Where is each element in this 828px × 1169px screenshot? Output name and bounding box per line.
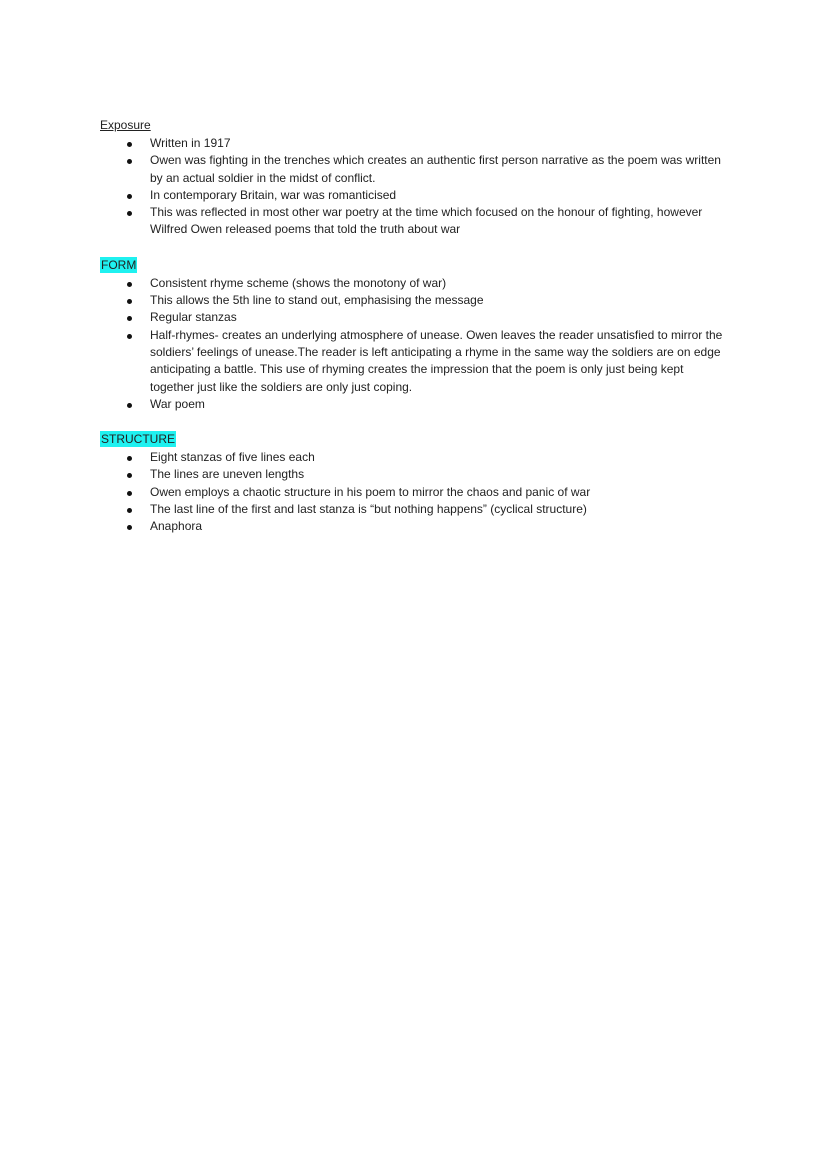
list-item: In contemporary Britain, war was romanticised [100, 187, 730, 204]
section-form [100, 256, 740, 413]
list-item: The lines are uneven lengths [100, 466, 730, 483]
list-item: Written in 1917 [100, 135, 730, 152]
document-page [100, 116, 740, 536]
bullet-list-exposure [100, 135, 740, 239]
bullet-list-form [100, 275, 740, 413]
section-heading-form: FORM [101, 257, 137, 272]
section-exposure [100, 116, 740, 239]
section-heading-structure: STRUCTURE [101, 432, 175, 447]
list-item: Owen was fighting in the trenches which creates an authentic first person narrative as the poem was written by an actual soldier in the midst of conflict. [100, 152, 730, 187]
list-item: Owen employs a chaotic structure in his poem to mirror the chaos and panic of war [100, 484, 730, 501]
list-item: Eight stanzas of five lines each [100, 449, 730, 466]
section-structure [100, 430, 740, 535]
list-item: Regular stanzas [100, 309, 730, 326]
list-item: Consistent rhyme scheme (shows the monotony of war) [100, 275, 730, 292]
list-item: War poem [100, 396, 730, 413]
list-item: Anaphora [100, 518, 730, 535]
bullet-list-structure [100, 449, 740, 535]
list-item: Half-rhymes- creates an underlying atmosphere of unease. Owen leaves the reader unsatisfied to mirror the soldiers’ feelings of unease.The reader is left anticipating a rhyme in the same way the soldiers are on edge anticipating a battle. This use of rhyming creates the impression that the poem is only just being kept together just like the soldiers are only just coping. [100, 327, 730, 396]
list-item: This was reflected in most other war poetry at the time which focused on the honour of fighting, however Wilfred Owen released poems that told the truth about war [100, 204, 730, 239]
list-item: This allows the 5th line to stand out, emphasising the message [100, 292, 730, 309]
list-item: The last line of the first and last stanza is “but nothing happens” (cyclical structure) [100, 501, 730, 518]
section-heading-exposure: Exposure [100, 118, 151, 132]
